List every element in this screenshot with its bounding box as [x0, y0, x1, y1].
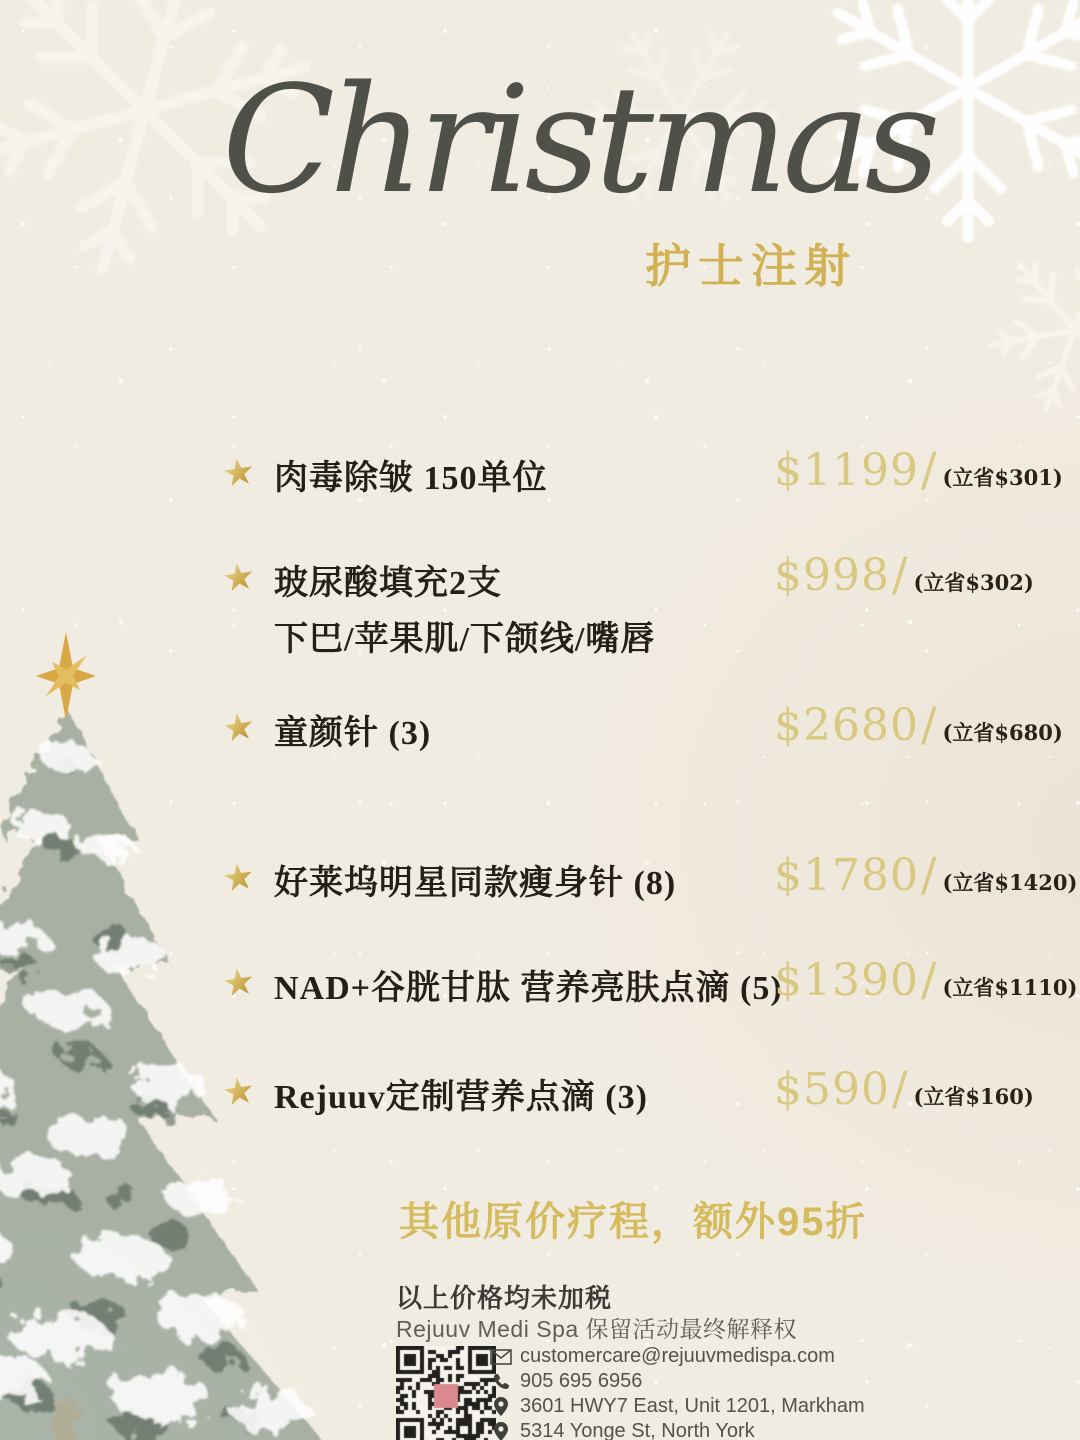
item-price: $998 — [774, 550, 890, 601]
star-bullet-icon: ★ — [219, 959, 258, 1006]
menu-item-row — [0, 442, 1080, 518]
contact-phone-line — [488, 1369, 865, 1394]
menu-item-row — [0, 697, 1080, 773]
location-pin-icon — [488, 1397, 514, 1416]
phone-icon — [488, 1373, 514, 1390]
item-savings: (立省$302) — [913, 570, 1034, 595]
item-price-group — [774, 697, 1063, 751]
contact-address-markham: 3601 HWY7 East, Unit 1201, Markham — [520, 1395, 865, 1417]
item-price: $590 — [774, 1064, 890, 1115]
item-price-group — [774, 547, 1034, 601]
item-subname: 下巴/苹果肌/下颌线/嘴唇 — [274, 621, 656, 658]
item-savings: (立省$160) — [913, 1084, 1034, 1109]
price-slash: / — [920, 847, 937, 901]
contact-address-markham-line — [488, 1394, 865, 1419]
item-price: $2680 — [774, 700, 919, 751]
contact-address-northyork: 5314 Yonge St, North York — [520, 1420, 755, 1440]
star-bullet-icon: ★ — [219, 854, 258, 901]
price-slash: / — [920, 697, 937, 751]
price-slash: / — [891, 1061, 908, 1115]
item-price: $1390 — [774, 955, 919, 1006]
contact-email-line — [488, 1344, 865, 1369]
qr-code — [396, 1346, 496, 1440]
note-rights-reserved: Rejuuv Medi Spa 保留活动最终解释权 — [396, 1316, 798, 1342]
promo-discount-line: 其他原价疗程，额外95折 — [399, 1200, 868, 1244]
item-name: 童颜针 (3) — [274, 715, 432, 752]
item-name: 肉毒除皱 150单位 — [274, 460, 548, 497]
subtitle-nurse-injection: 护士注射 — [645, 240, 857, 292]
menu-item-row — [0, 547, 1080, 658]
price-slash: / — [920, 442, 937, 496]
menu-item-row — [0, 952, 1080, 1028]
item-name: 玻尿酸填充2支 — [274, 565, 502, 602]
price-slash: / — [920, 952, 937, 1006]
item-name: Rejuuv定制营养点滴 (3) — [274, 1079, 648, 1116]
item-price-group — [774, 952, 1077, 1006]
item-savings: (立省$301) — [942, 465, 1063, 490]
item-price: $1780 — [774, 850, 919, 901]
item-savings: (立省$680) — [942, 720, 1063, 745]
item-price-group — [774, 442, 1063, 496]
location-pin-icon — [488, 1422, 514, 1440]
contact-block — [488, 1344, 865, 1440]
contact-address-northyork-line — [488, 1419, 865, 1440]
envelope-icon — [488, 1349, 514, 1365]
note-tax-excluded: 以上价格均未加税 — [396, 1283, 613, 1313]
item-savings: (立省$1110) — [942, 975, 1078, 1000]
contact-phone: 905 695 6956 — [520, 1370, 643, 1392]
item-name: 好莱坞明星同款瘦身针 (8) — [274, 865, 677, 902]
menu-item-row — [0, 847, 1080, 923]
menu-item-row — [0, 1061, 1080, 1137]
item-price: $1199 — [774, 445, 919, 496]
item-name: NAD+谷胱甘肽 营养亮肤点滴 (5) — [274, 970, 783, 1007]
price-slash: / — [891, 547, 908, 601]
star-bullet-icon: ★ — [219, 449, 258, 496]
item-savings: (立省$1420) — [942, 870, 1078, 895]
contact-email: customercare@rejuuvmedispa.com — [520, 1345, 835, 1367]
star-bullet-icon: ★ — [219, 704, 258, 751]
item-price-group — [774, 847, 1077, 901]
star-bullet-icon: ★ — [219, 554, 258, 601]
star-bullet-icon: ★ — [219, 1068, 258, 1115]
item-price-group — [774, 1061, 1034, 1115]
christmas-title: Christmas — [222, 54, 935, 226]
